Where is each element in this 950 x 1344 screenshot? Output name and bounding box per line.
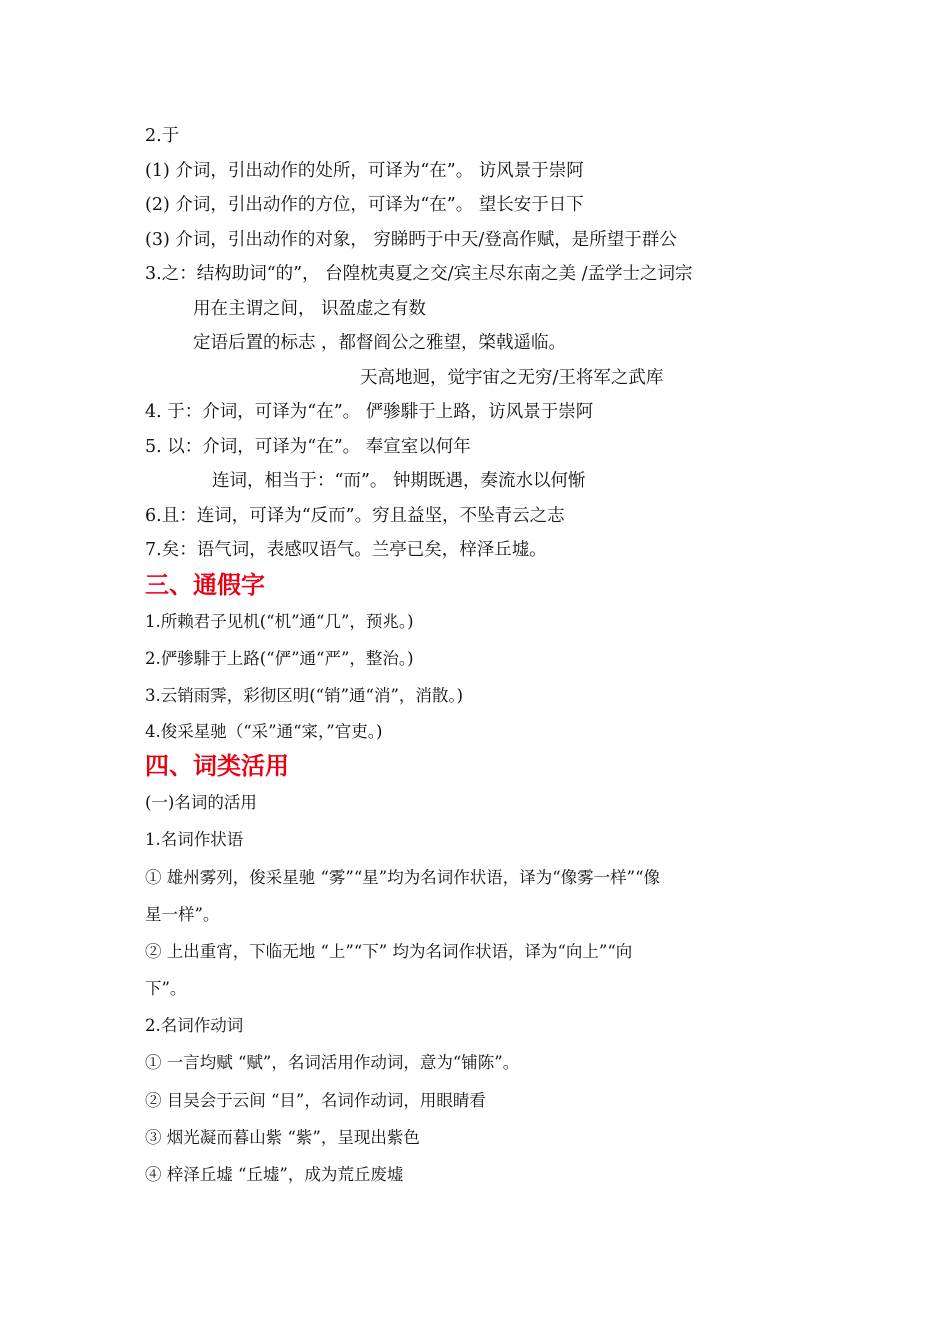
text-line: 4. 于：介词，可译为“在”。 俨骖騑于上路，访风景于崇阿 <box>145 402 594 422</box>
text-line: (1) 介词，引出动作的处所，可译为“在”。 访风景于崇阿 <box>145 161 584 181</box>
text-line: 3.之：结构助词“的”， 台隍枕夷夏之交/宾主尽东南之美 /孟学士之词宗 <box>145 264 693 284</box>
text-line: 7.矣：语气词，表感叹语气。兰亭已矣，梓泽丘墟。 <box>145 540 547 560</box>
text-line: 天高地迥，觉宇宙之无穷/王将军之武库 <box>360 368 664 388</box>
text-line: 2.俨骖騑于上路(“俨”通“严”，整治。) <box>145 649 414 668</box>
text-line: 用在主谓之间， 识盈虚之有数 <box>193 299 427 319</box>
text-line: 1.名词作状语 <box>145 830 244 849</box>
text-line: 1.所赖君子见机(“机”通“几”，预兆。) <box>145 612 414 631</box>
text-line: (一)名词的活用 <box>145 793 257 812</box>
text-line: 4.俊采星驰（“采”通“寀，”官吏。) <box>145 722 383 741</box>
text-line: ③ 烟光凝而暮山紫 “紫”，呈现出紫色 <box>145 1128 420 1147</box>
text-line: 定语后置的标志 ，都督阎公之雅望，棨戟遥临。 <box>193 333 567 353</box>
text-line: 2.于 <box>145 126 180 146</box>
text-line: ④ 梓泽丘墟 “丘墟”，成为荒丘废墟 <box>145 1165 404 1184</box>
text-line: 2.名词作动词 <box>145 1016 244 1035</box>
text-line: 3.云销雨霁，彩彻区明(“销”通“消”，消散。) <box>145 686 464 705</box>
text-line: ① 一言均赋 “赋”，名词活用作动词，意为“铺陈”。 <box>145 1053 520 1072</box>
section-heading-tongjiazi: 三、通假字 <box>145 570 265 599</box>
text-line: 星一样”。 <box>145 905 220 924</box>
text-line: 5. 以：介词，可译为“在”。 奉宣室以何年 <box>145 437 471 457</box>
section-heading-cileihuoyong: 四、词类活用 <box>145 751 289 780</box>
text-line: 连词，相当于：“而”。 钟期既遇，奏流水以何惭 <box>212 471 586 491</box>
text-line: 6.且：连词，可译为“反而”。穷且益坚，不坠青云之志 <box>145 506 565 526</box>
text-line: (2) 介词，引出动作的方位，可译为“在”。 望长安于日下 <box>145 195 584 215</box>
text-line: ② 目吴会于云间 “目”，名词作动词，用眼睛看 <box>145 1091 486 1110</box>
text-line: ① 雄州雾列，俊采星驰 “雾”“星”均为名词作状语，译为“像雾一样”“像 <box>145 868 661 887</box>
text-line: 下”。 <box>145 979 187 998</box>
text-line: (3) 介词，引出动作的对象， 穷睇眄于中天/登高作赋，是所望于群公 <box>145 230 677 250</box>
text-line: ② 上出重宵，下临无地 “上”“下” 均为名词作状语，译为“向上”“向 <box>145 942 633 961</box>
